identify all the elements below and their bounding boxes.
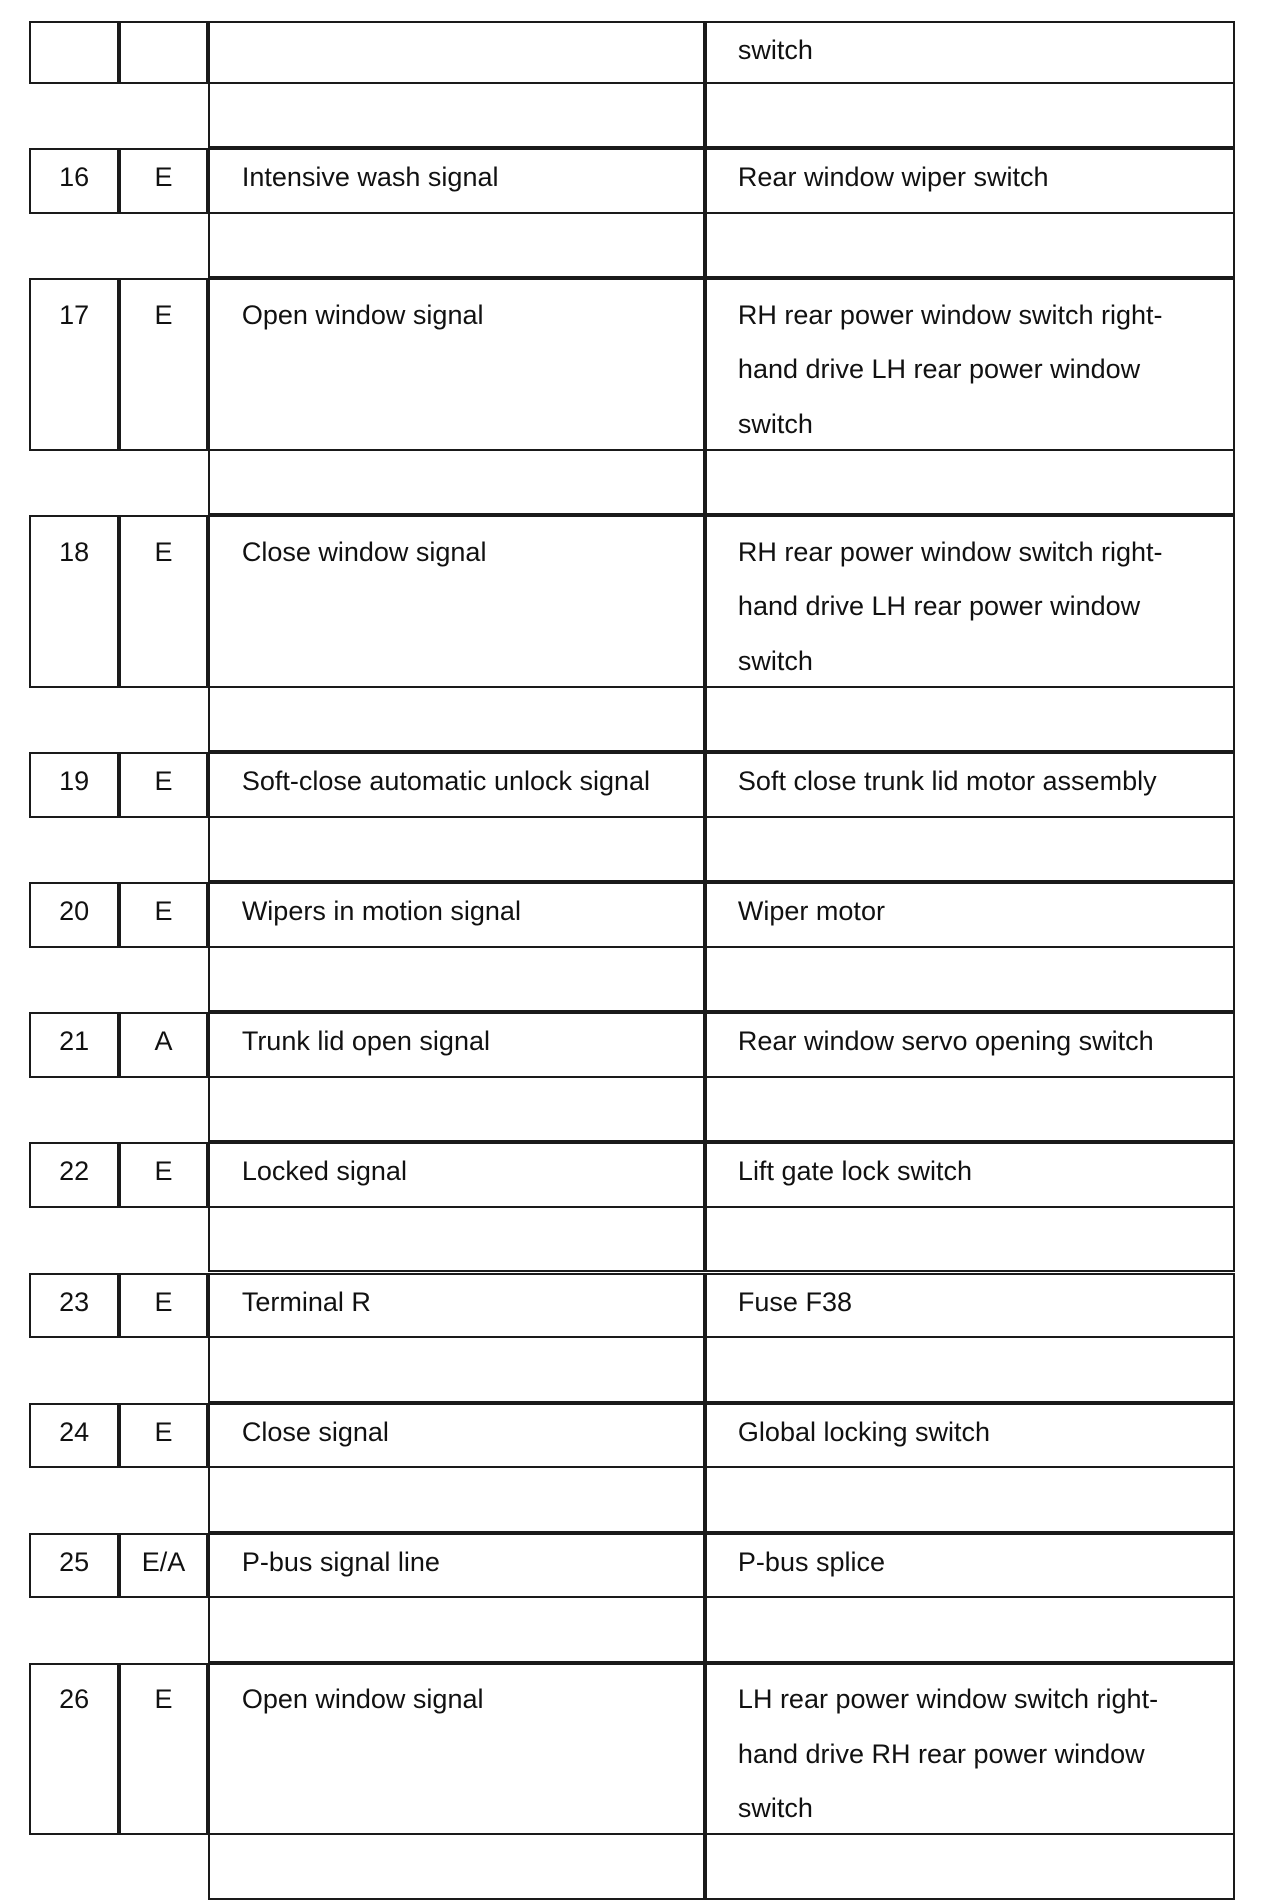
type-cell (119, 882, 208, 948)
type-cell (119, 1403, 208, 1469)
signal-type: E (154, 536, 173, 567)
description-cell (208, 752, 705, 818)
pin-cell (29, 1533, 119, 1599)
type-cell (119, 1142, 208, 1208)
pin-cell (29, 515, 119, 688)
component-cell (705, 1012, 1235, 1078)
component-text-line: hand drive LH rear power window (737, 591, 1141, 622)
pin-number: 24 (59, 1416, 90, 1447)
type-cell (119, 752, 208, 818)
signal-type: E (154, 766, 173, 797)
signal-description: Terminal R (241, 1286, 371, 1317)
spacer-row-desc (208, 818, 705, 882)
spacer-row-comp (705, 1835, 1235, 1899)
component-cell (705, 882, 1235, 948)
component-text-line: switch (737, 408, 813, 439)
spacer-row-comp (705, 1078, 1235, 1142)
signal-type: E (154, 1286, 173, 1317)
pin-cell (29, 882, 119, 948)
signal-description: Locked signal (241, 1156, 407, 1187)
pin-number: 23 (59, 1286, 90, 1317)
component-text-line: Soft close trunk lid motor assembly (737, 766, 1157, 797)
description-cell (208, 1533, 705, 1599)
description-cell (208, 1012, 705, 1078)
component-cell (705, 1273, 1235, 1339)
spacer-row-desc (208, 1835, 705, 1899)
component-text-line: hand drive LH rear power window (737, 354, 1141, 385)
pin-cell (29, 1273, 119, 1339)
signal-type: E (154, 1156, 173, 1187)
component-cell (705, 148, 1235, 214)
spacer-row-comp (705, 1338, 1235, 1402)
component-text-line: Global locking switch (737, 1416, 991, 1447)
signal-description: Wipers in motion signal (241, 896, 521, 927)
spacer-row-comp (705, 84, 1235, 148)
description-cell (208, 148, 705, 214)
spacer-row-comp (705, 1208, 1235, 1272)
signal-type: A (154, 1026, 173, 1057)
signal-type: E (154, 1683, 173, 1714)
component-cell (705, 515, 1235, 688)
spacer-row-comp (705, 1468, 1235, 1532)
component-cell (705, 1142, 1235, 1208)
pin-number: 22 (59, 1156, 90, 1187)
component-text-line: RH rear power window switch right- (737, 536, 1163, 567)
component-text-line: switch (737, 34, 813, 65)
pin-number: 25 (59, 1546, 90, 1577)
type-cell (119, 1012, 208, 1078)
component-cell (705, 278, 1235, 451)
description-cell (208, 1273, 705, 1339)
spacer-row-desc (208, 1208, 705, 1272)
pin-number: 17 (59, 299, 90, 330)
signal-type: E (154, 1416, 173, 1447)
spacer-row-comp (705, 214, 1235, 278)
description-cell (208, 1663, 705, 1836)
description-cell (208, 515, 705, 688)
signal-description: Intensive wash signal (241, 162, 499, 193)
component-text-line: LH rear power window switch right- (737, 1683, 1159, 1714)
component-text-line: Lift gate lock switch (737, 1156, 973, 1187)
cont-type-cell (119, 21, 208, 84)
component-cell (705, 1403, 1235, 1469)
pin-number: 20 (59, 896, 90, 927)
spacer-row-desc (208, 688, 705, 752)
type-cell (119, 1273, 208, 1339)
spacer-row-comp (705, 948, 1235, 1012)
type-cell (119, 148, 208, 214)
pin-cell (29, 752, 119, 818)
component-text-line: switch (737, 1793, 813, 1824)
component-cell (705, 1533, 1235, 1599)
signal-description: P-bus signal line (241, 1546, 440, 1577)
pin-cell (29, 1142, 119, 1208)
signal-description: Soft-close automatic unlock signal (241, 766, 651, 797)
component-cell (705, 752, 1235, 818)
component-text-line: switch (737, 645, 813, 676)
signal-description: Open window signal (241, 299, 484, 330)
signal-description: Trunk lid open signal (241, 1026, 490, 1057)
signal-description: Close window signal (241, 536, 487, 567)
pin-cell (29, 1403, 119, 1469)
component-text-line: Wiper motor (737, 896, 885, 927)
type-cell (119, 1533, 208, 1599)
spacer-row-desc (208, 84, 705, 148)
signal-type: E (154, 896, 173, 927)
spacer-row-comp (705, 818, 1235, 882)
spacer-row-desc (208, 214, 705, 278)
signal-description: Close signal (241, 1416, 389, 1447)
cont-component-cell (705, 21, 1235, 84)
pin-cell (29, 278, 119, 451)
cont-pin-cell (29, 21, 119, 84)
pin-cell (29, 1012, 119, 1078)
pin-number: 26 (59, 1683, 90, 1714)
spacer-row-desc (208, 451, 705, 515)
pin-number: 16 (59, 162, 90, 193)
pin-number: 19 (59, 766, 90, 797)
spacer-row-desc (208, 1468, 705, 1532)
component-text-line: Rear window wiper switch (737, 162, 1049, 193)
description-cell (208, 1403, 705, 1469)
description-cell (208, 278, 705, 451)
pin-cell (29, 148, 119, 214)
cont-desc-cell (208, 21, 705, 84)
spacer-row-desc (208, 948, 705, 1012)
spacer-row-comp (705, 688, 1235, 752)
component-text-line: hand drive RH rear power window (737, 1738, 1145, 1769)
spacer-row-comp (705, 451, 1235, 515)
spacer-row-desc (208, 1078, 705, 1142)
signal-type: E (154, 162, 173, 193)
spacer-row-comp (705, 1598, 1235, 1662)
type-cell (119, 515, 208, 688)
signal-description: Open window signal (241, 1683, 484, 1714)
component-text-line: Fuse F38 (737, 1286, 852, 1317)
description-cell (208, 882, 705, 948)
type-cell (119, 1663, 208, 1836)
component-text-line: P-bus splice (737, 1546, 885, 1577)
pin-number: 18 (59, 536, 90, 567)
signal-type: E (154, 299, 173, 330)
signal-type: E/A (141, 1546, 186, 1577)
component-cell (705, 1663, 1235, 1836)
spacer-row-desc (208, 1598, 705, 1662)
component-text-line: Rear window servo opening switch (737, 1026, 1154, 1057)
pin-cell (29, 1663, 119, 1836)
pin-number: 21 (59, 1026, 90, 1057)
description-cell (208, 1142, 705, 1208)
spacer-row-desc (208, 1338, 705, 1402)
type-cell (119, 278, 208, 451)
component-text-line: RH rear power window switch right- (737, 299, 1163, 330)
